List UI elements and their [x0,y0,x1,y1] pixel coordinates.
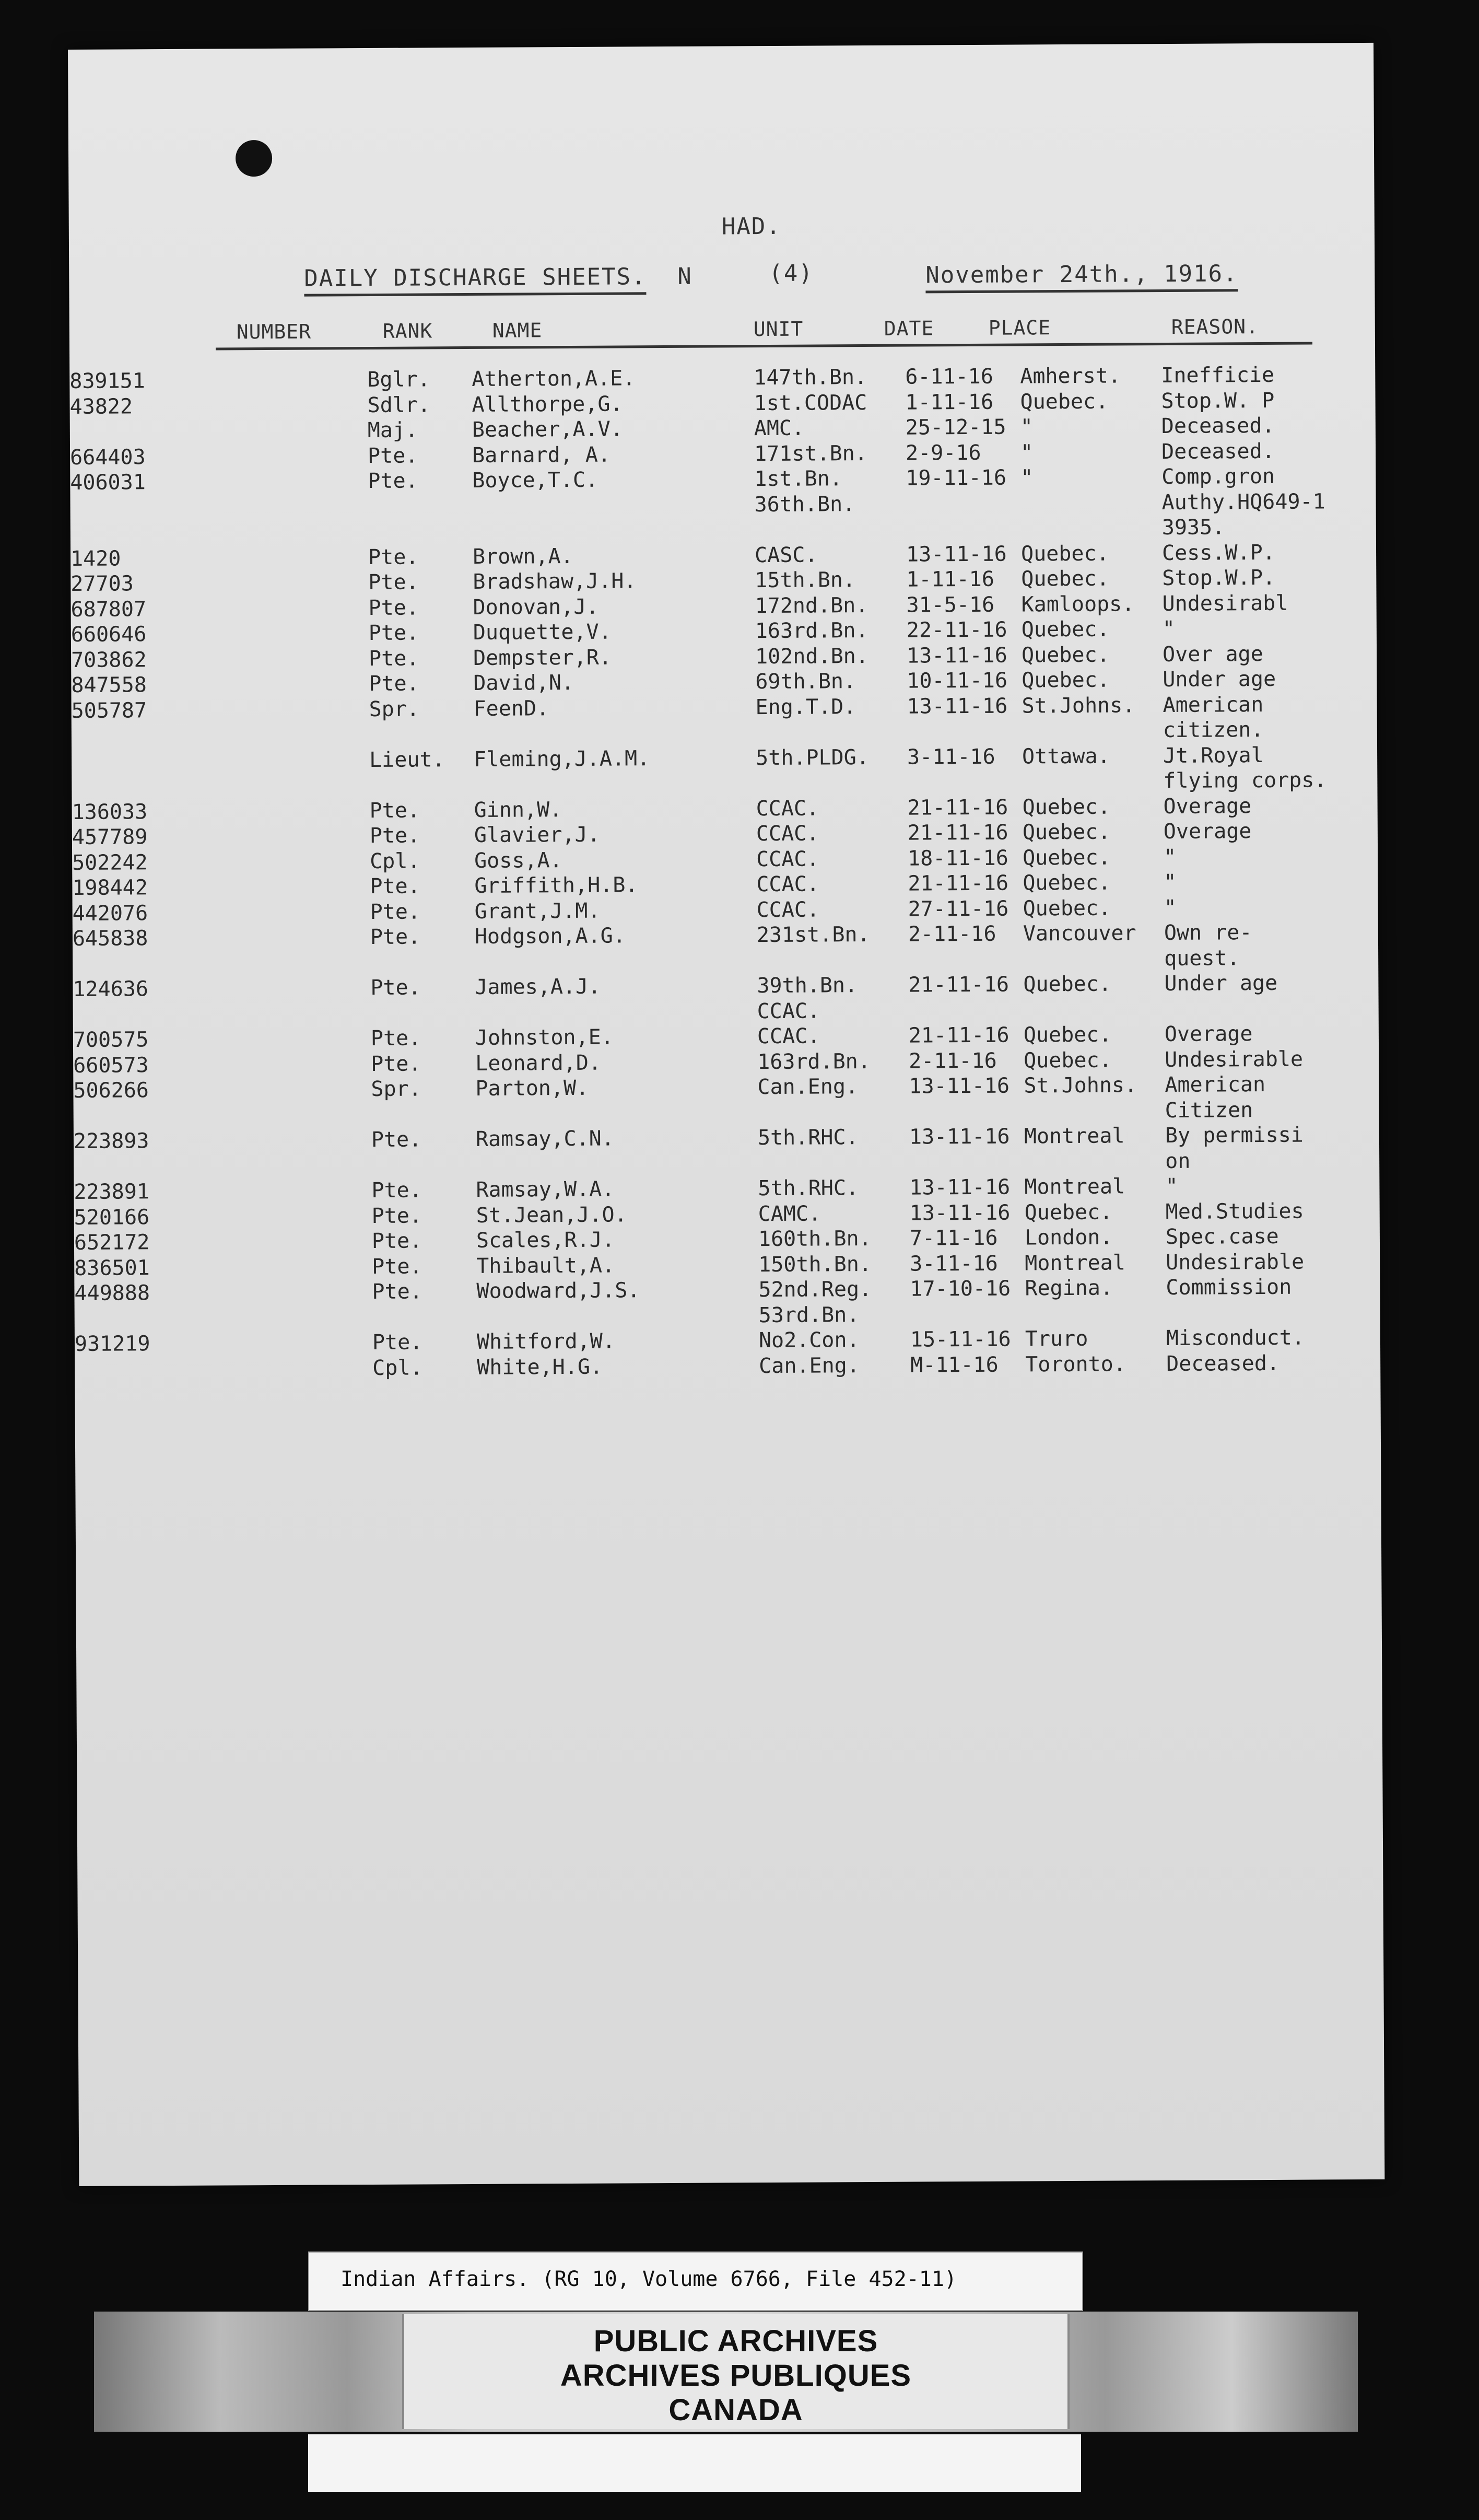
cell-reason: citizen. [1163,718,1264,743]
cell-name: Parton,W. [475,1076,589,1101]
cell-rank: Pte. [368,544,419,569]
cell-rank: Pte. [369,798,420,823]
cell-unit: 39th.Bn. [757,973,858,998]
cell-rank: Pte. [368,621,419,645]
cell-reason: flying corps. [1163,768,1327,794]
cell-place: Ottawa. [1022,744,1110,768]
cell-name: Scales,R.J. [476,1228,615,1253]
cell-number: 136033 [72,799,148,824]
cell-name: Woodward,J.S. [476,1278,640,1303]
cell-date: 13-11-16 [906,542,1007,567]
cell-reason: American [1165,1072,1266,1098]
cell-number: 660573 [73,1053,149,1078]
cell-unit: 160th.Bn. [758,1226,872,1252]
cell-unit: 36th.Bn. [754,492,855,517]
column-header-date: DATE [884,317,934,340]
cell-place: Quebec. [1023,870,1111,895]
cell-place: Quebec. [1021,643,1110,667]
cell-rank: Sdlr. [367,392,431,417]
cell-name: St.Jean,J.O. [476,1202,627,1228]
cell-date: 13-11-16 [909,1124,1010,1149]
cell-rank: Spr. [371,1077,421,1101]
cell-reason: Own re- [1164,920,1252,946]
cell-unit: Can.Eng. [759,1353,860,1378]
cell-place: London. [1024,1225,1113,1250]
cell-rank: Bglr. [367,367,430,392]
cell-place: Kamloops. [1021,591,1135,616]
cell-rank: Pte. [370,975,421,1000]
cell-number: 660646 [71,622,147,647]
cell-reason: 3935. [1161,515,1225,540]
cell-number: 442076 [72,901,148,926]
cell-number: 645838 [72,926,148,951]
cell-date: 15-11-16 [910,1327,1011,1352]
cell-place: Montreal [1024,1174,1125,1199]
cell-place: Montreal [1025,1250,1125,1275]
cell-name: Goss,A. [474,848,562,873]
cell-number: 520166 [74,1205,150,1230]
cell-name: David,N. [473,670,574,695]
cell-rank: Cpl. [370,848,420,873]
cell-unit: AMC. [754,416,805,441]
stamp-line-1: PUBLIC ARCHIVES [593,2324,878,2358]
cell-rank: Pte. [370,1026,421,1051]
citation-label [308,2251,1083,2311]
cell-date: 13-11-16 [906,643,1007,668]
cell-rank: Pte. [368,646,419,671]
cell-date: 2-11-16 [908,921,996,947]
cell-place: Quebec. [1023,896,1111,920]
cell-rank: Pte. [371,1229,422,1253]
office-mark: HAD. [721,213,781,240]
cell-number: 836501 [74,1255,150,1280]
cell-rank: Pte. [372,1330,423,1355]
cell-place: St.Johns. [1022,693,1135,718]
cell-date: 17-10-16 [910,1276,1011,1301]
cell-unit: 231st.Bn. [756,922,870,948]
cell-unit: 163rd.Bn. [755,618,868,644]
cell-date: 25-12-15 [905,415,1006,440]
cell-name: Fleming,J.A.M. [474,746,650,772]
cell-name: Ramsay,C.N. [475,1126,614,1151]
document-title-suffix: N [677,263,692,290]
cell-place: Vancouver [1023,921,1136,946]
citation-text: Indian Affairs. (RG 10, Volume 6766, File 452-11) [341,2267,957,2291]
cell-unit: CCAC. [756,897,820,922]
cell-unit: 5th.RHC. [758,1176,859,1201]
cell-reason: Jt.Royal [1163,743,1264,768]
cell-name: Atherton,A.E. [472,366,636,391]
cell-date: M-11-16 [910,1352,999,1378]
cell-date: 2-9-16 [905,440,981,465]
cell-place: Montreal [1024,1124,1125,1149]
cell-date: 3-11-16 [910,1251,998,1276]
cell-place: Toronto. [1025,1351,1126,1376]
cell-number: 223891 [74,1180,150,1204]
cell-unit: 172nd.Bn. [755,593,868,618]
cell-unit: 163rd.Bn. [757,1049,871,1074]
cell-date: 7-11-16 [909,1226,998,1251]
cell-reason: Cess.W.P. [1161,540,1275,565]
cell-rank: Pte. [371,1203,422,1228]
cell-reason: Over age [1162,641,1263,667]
cell-reason: Undesirable [1166,1250,1305,1275]
cell-reason: Undesirabl [1162,591,1288,616]
document-title: DAILY DISCHARGE SHEETS. [304,263,647,296]
cell-number: 700575 [73,1028,149,1052]
cell-reason: Deceased. [1161,439,1275,464]
cell-reason: " [1164,845,1177,869]
cell-rank: Pte. [372,1254,422,1279]
cell-name: Leonard,D. [475,1051,602,1076]
cell-unit: 171st.Bn. [754,441,867,466]
cell-rank: Pte. [369,671,419,696]
cell-place: Quebec. [1024,1200,1113,1224]
cell-unit: 5th.PLDG. [755,745,869,770]
cell-name: Allthorpe,G. [472,391,623,417]
cell-reason: Under age [1164,971,1278,996]
cell-reason: Commission [1166,1275,1292,1300]
cell-rank: Pte. [370,874,420,899]
cell-reason: Authy.HQ649-1 [1161,489,1325,515]
cell-unit: 147th.Bn. [754,365,867,390]
cell-name: Ramsay,W.A. [476,1177,615,1202]
cell-number: 198442 [72,876,148,900]
cell-place: Regina. [1025,1276,1113,1301]
cell-unit: 69th.Bn. [755,669,856,694]
cell-date: 21-11-16 [908,871,1009,896]
cell-rank: Pte. [372,1279,422,1304]
cell-reason: American [1163,692,1264,717]
cell-name: Griffith,H.B. [474,873,638,898]
cell-place: Quebec. [1021,617,1110,642]
cell-name: Dempster,R. [473,645,612,670]
cell-reason: " [1164,870,1177,895]
cell-place: Quebec. [1022,795,1111,819]
cell-rank: Pte. [368,570,419,595]
cell-name: Duquette,V. [473,620,612,645]
document-date: November 24th., 1916. [925,260,1238,293]
cell-place: Quebec. [1023,1022,1112,1047]
cell-rank: Maj. [367,418,418,443]
cell-place: Quebec. [1020,541,1109,566]
cell-unit: 53rd.Bn. [758,1302,860,1327]
cell-name: Thibault,A. [476,1253,615,1278]
cell-unit: Eng.T.D. [755,694,856,719]
cell-unit: CCAC. [756,796,819,821]
cell-unit: CASC. [754,542,818,567]
cell-name: Beacher,A.V. [472,417,623,442]
cell-date: 1-11-16 [906,567,995,592]
cell-place: Truro [1025,1326,1088,1351]
cell-number: 847558 [71,673,147,697]
cell-place: Quebec. [1023,972,1112,997]
archives-stamp [402,2314,1070,2429]
cell-rank: Pte. [367,444,418,468]
cell-rank: Pte. [370,899,421,924]
column-header-rank: RANK [382,319,433,343]
cell-reason: Comp.gron [1161,464,1275,489]
cell-unit: 1st.CODAC [754,390,867,415]
cell-reason: Deceased. [1166,1351,1280,1376]
cell-reason: Under age [1163,667,1276,692]
cell-reason: Misconduct. [1166,1325,1305,1351]
cell-place: Quebec. [1020,389,1109,414]
cell-reason: Undesirable [1165,1047,1304,1072]
cell-reason: Citizen [1165,1098,1253,1123]
cell-unit: 5th.RHC. [757,1125,859,1150]
cell-date: 21-11-16 [908,1023,1010,1048]
sheet-number: (4) [769,260,814,287]
cell-number: 505787 [71,698,147,723]
cell-number: 223893 [73,1129,149,1153]
cell-date: 21-11-16 [907,820,1008,845]
cell-date: 21-11-16 [908,972,1010,997]
cell-date: 1-11-16 [905,390,994,415]
cell-rank: Pte. [370,925,421,949]
cell-number: 1420 [70,546,121,571]
cell-unit: 1st.Bn. [754,466,843,492]
cell-name: FeenD. [473,696,549,721]
cell-place: St.Johns. [1024,1073,1137,1098]
cell-number: 449888 [74,1281,150,1305]
cell-rank: Pte. [371,1127,422,1152]
cell-name: Ginn,W. [474,797,562,822]
cell-number: 506266 [73,1078,149,1103]
cell-number: 931219 [74,1332,150,1356]
cell-rank: Lieut. [369,747,445,772]
cell-place: Amherst. [1020,364,1121,389]
cell-date: 19-11-16 [906,465,1007,491]
cell-place: Quebec. [1024,1048,1112,1072]
cell-rank: Cpl. [372,1355,423,1380]
cell-reason: quest. [1164,946,1240,971]
cell-unit: CCAC. [756,821,819,846]
cell-number: 502242 [72,850,148,875]
column-header-name: NAME [492,319,543,342]
cell-name: Brown,A. [472,544,573,569]
cell-date: 18-11-16 [908,846,1008,871]
cell-unit: CCAC. [756,872,819,897]
column-header-unit: UNIT [753,317,804,341]
cell-place: " [1020,415,1034,439]
cell-name: Bradshaw,J.H. [473,569,637,594]
cell-place: Quebec. [1021,566,1110,591]
cell-place: Quebec. [1023,845,1111,870]
cell-date: 13-11-16 [909,1200,1011,1226]
cell-place: Quebec. [1022,820,1111,845]
cell-reason: " [1164,895,1177,920]
cell-place: " [1020,465,1034,490]
cell-date: 21-11-16 [907,795,1008,820]
stamp-line-3: CANADA [668,2393,803,2427]
cell-date: 13-11-16 [909,1175,1011,1200]
cell-reason: By permissi [1165,1123,1304,1148]
cell-name: Donovan,J. [473,594,599,620]
cell-name: James,A.J. [475,974,601,999]
cell-unit: CCAC. [756,846,819,871]
cell-number: 406031 [70,470,146,495]
cell-date: 22-11-16 [906,617,1007,643]
header-rule [216,342,1312,351]
cell-unit: CAMC. [758,1201,821,1226]
cell-place: Quebec. [1022,668,1110,693]
cell-number: 124636 [73,977,149,1001]
cell-date: 27-11-16 [908,896,1009,921]
cell-rank: Pte. [371,1178,422,1203]
cell-name: Whitford,W. [476,1329,615,1354]
cell-unit: CCAC. [757,1024,820,1049]
cell-date: 13-11-16 [909,1074,1010,1099]
cell-number: 703862 [71,647,147,672]
column-header-reason: REASON. [1171,315,1259,339]
cell-unit: Can.Eng. [757,1075,859,1100]
cell-date: 2-11-16 [909,1048,997,1074]
cell-name: Grant,J.M. [474,899,601,924]
cell-number: 664403 [69,445,146,470]
cell-number: 27703 [71,571,134,596]
cell-reason: Overage [1163,819,1252,844]
cell-name: Barnard, A. [472,442,611,468]
cell-number: 839151 [69,369,145,393]
cell-name: White,H.G. [477,1355,603,1380]
cell-rank: Pte. [368,469,418,494]
cell-date: 6-11-16 [905,364,993,389]
cell-name: Hodgson,A.G. [474,924,626,949]
cell-reason: Stop.W.P. [1162,565,1276,591]
cell-reason: Deceased. [1161,413,1275,439]
cell-place: " [1020,440,1034,464]
cell-rank: Pte. [368,595,419,620]
cell-rank: Pte. [369,823,420,848]
cell-name: Johnston,E. [475,1025,614,1050]
cell-rank: Pte. [371,1051,421,1076]
cell-unit: CCAC. [757,998,820,1023]
cell-number: 687807 [71,597,147,622]
cell-unit: No2.Con. [758,1328,860,1353]
cell-reason: Overage [1163,794,1252,819]
cell-unit: 52nd.Reg. [758,1277,872,1302]
cell-reason: Stop.W. P [1161,388,1275,413]
cell-reason: on [1165,1149,1191,1173]
cell-date: 3-11-16 [907,744,995,769]
bottom-label-strip [308,2434,1081,2492]
cell-number: 652172 [74,1230,150,1255]
cell-unit: 150th.Bn. [758,1252,872,1277]
cell-number: 457789 [72,825,148,849]
cell-number: 43822 [69,394,133,419]
document-page [68,43,1384,2186]
cell-name: Glavier,J. [474,822,600,847]
cell-reason: Inefficie [1161,363,1275,388]
column-header-place: PLACE [988,316,1051,340]
column-header-number: NUMBER [236,320,312,344]
punch-hole [236,140,272,177]
cell-date: 10-11-16 [907,668,1008,693]
cell-unit: 102nd.Bn. [755,644,868,669]
cell-reason: " [1162,616,1176,641]
cell-rank: Spr. [369,696,420,721]
cell-reason: Overage [1164,1022,1253,1047]
cell-name: Boyce,T.C. [472,468,598,493]
cell-reason: Med.Studies [1165,1199,1304,1224]
cell-reason: " [1165,1174,1178,1199]
cell-reason: Spec.case [1165,1224,1279,1250]
cell-unit: 15th.Bn. [755,568,856,593]
cell-date: 31-5-16 [906,592,995,617]
stamp-line-2: ARCHIVES PUBLIQUES [560,2359,912,2393]
cell-date: 13-11-16 [907,694,1008,719]
